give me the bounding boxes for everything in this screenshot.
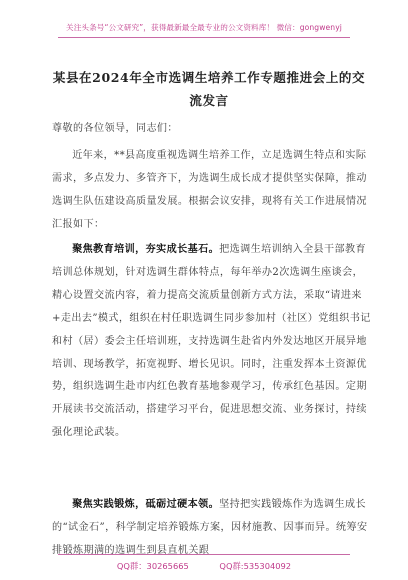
paragraph-education-body: 把选调生培训纳入全县干部教育培训总体规划，针对选调生群体特点，每年举办2次选调生座谈会，精心设置交流内容，着力提高交流质量创新方式方法，采取“请进来+走出去”模式，组织在村任职选调生同步参加村（社区）党组织书记和村（居）委会主任培训班，支持选调生赴省内外发达地区开展异地培训、现场教学，拓宽视野、增长见识。同时，注重发挥本土资源优势，组织选调生赴市内红色教育基地参观学习，传承红色基因。定期开展读书交流活动，搭建学习平台，促进思想交流、业务探讨，持续强化理论武装。 bbox=[52, 244, 371, 439]
paragraph-education-heading: 聚焦教育培训，夯实成长基石。 bbox=[72, 244, 220, 255]
salutation: 尊敬的各位领导，同志们： bbox=[52, 123, 178, 134]
footer-qq-group-1: QQ群：30265665 bbox=[116, 561, 189, 571]
document-title: 某县在2024年全市选调生培养工作专题推进会上的交流发言 bbox=[52, 70, 366, 108]
paragraph-practice bbox=[52, 494, 372, 563]
header-banner: 关注头条号“公文研究”，获得最新最全最专业的公文资料库！ 微信：gongwenyj bbox=[66, 23, 342, 32]
footer-banner bbox=[0, 560, 408, 572]
header-divider bbox=[58, 37, 350, 38]
paragraph-practice-body: 坚持把实践锻炼作为选调生成长的“试金石”，科学制定培养锻炼方案，因材施教、因事而异。统筹安排锻炼期满的选调生到县直机关跟 bbox=[52, 499, 368, 556]
footer-qq-group-2: QQ群:535304092 bbox=[219, 561, 292, 571]
paragraph-intro: 近年来，**县高度重视选调生培养工作，立足选调生特点和实际需求，多点发力、多管齐下，为选调生成长成才提供坚实保障，推动选调生队伍建设高质量发展。根据会议安排，现将有关工作进展情况汇报如下： bbox=[52, 150, 367, 230]
paragraph-practice-heading: 聚焦实践锻炼，砥砺过硬本领。 bbox=[72, 499, 220, 510]
paragraph-education bbox=[52, 239, 372, 445]
footer-divider bbox=[58, 554, 350, 555]
